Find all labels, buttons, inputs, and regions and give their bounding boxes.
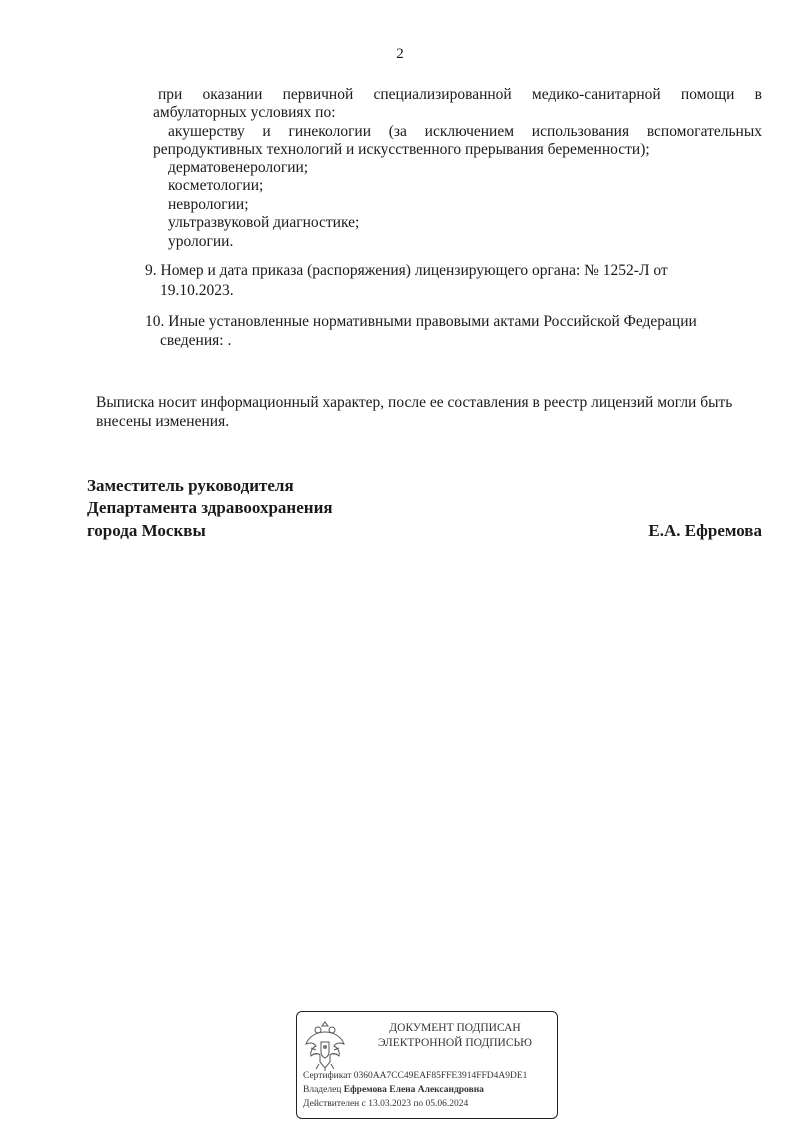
owner-line [303,1084,484,1096]
service-item: дерматовенерологии; [168,159,309,176]
service-item-continuation: репродуктивных технологий и искусственного прерывания беременности); [153,141,650,158]
service-item: неврологии; [168,196,249,213]
certificate-value: 0360AA7CC49EAF85FFE3914FFD4A9DE1 [353,1071,528,1081]
stamp-title: ДОКУМЕНТ ПОДПИСАН [389,1022,521,1034]
notice-text: внесены изменения. [96,413,230,430]
order-date-line: 19.10.2023. [160,282,234,299]
owner-label: Владелец [303,1085,342,1095]
russian-coat-of-arms-icon [303,1018,347,1072]
signatory-name: Е.А. Ефремова [648,521,762,540]
validity-line: Действителен с 13.03.2023 по 05.06.2024 [303,1099,469,1109]
certificate-line [303,1070,527,1082]
electronic-signature-stamp [296,1011,558,1119]
page-number: 2 [396,46,404,62]
service-item: косметологии; [168,177,264,194]
notice-text: Выписка носит информационный характер, после ее составления в реестр лицензий могли быть [96,394,733,411]
service-item: акушерству и гинекологии (за исключением использования вспомогательных [168,123,762,140]
signatory-position: Заместитель руководителя [87,476,294,495]
signatory-position: Департамента здравоохранения [87,498,333,517]
paragraph-intro-line: при оказании первичной специализированной медико-санитарной помощи в [158,86,762,103]
order-number-line: 9. Номер и дата приказа (распоряжения) лицензирующего органа: № 1252-Л от [145,262,668,279]
service-item: ультразвуковой диагностике; [168,214,360,231]
service-item: урологии. [168,233,234,250]
other-info-line: 10. Иные установленные нормативными правовыми актами Российской Федерации [145,313,697,330]
paragraph-intro-line: амбулаторных условиях по: [153,104,336,121]
owner-value: Ефремова Елена Александровна [343,1085,484,1095]
stamp-title: ЭЛЕКТРОННОЙ ПОДПИСЬЮ [378,1037,532,1049]
certificate-label: Сертификат [303,1071,352,1081]
signatory-position: города Москвы [87,521,206,540]
other-info-line: сведения: . [160,332,232,349]
